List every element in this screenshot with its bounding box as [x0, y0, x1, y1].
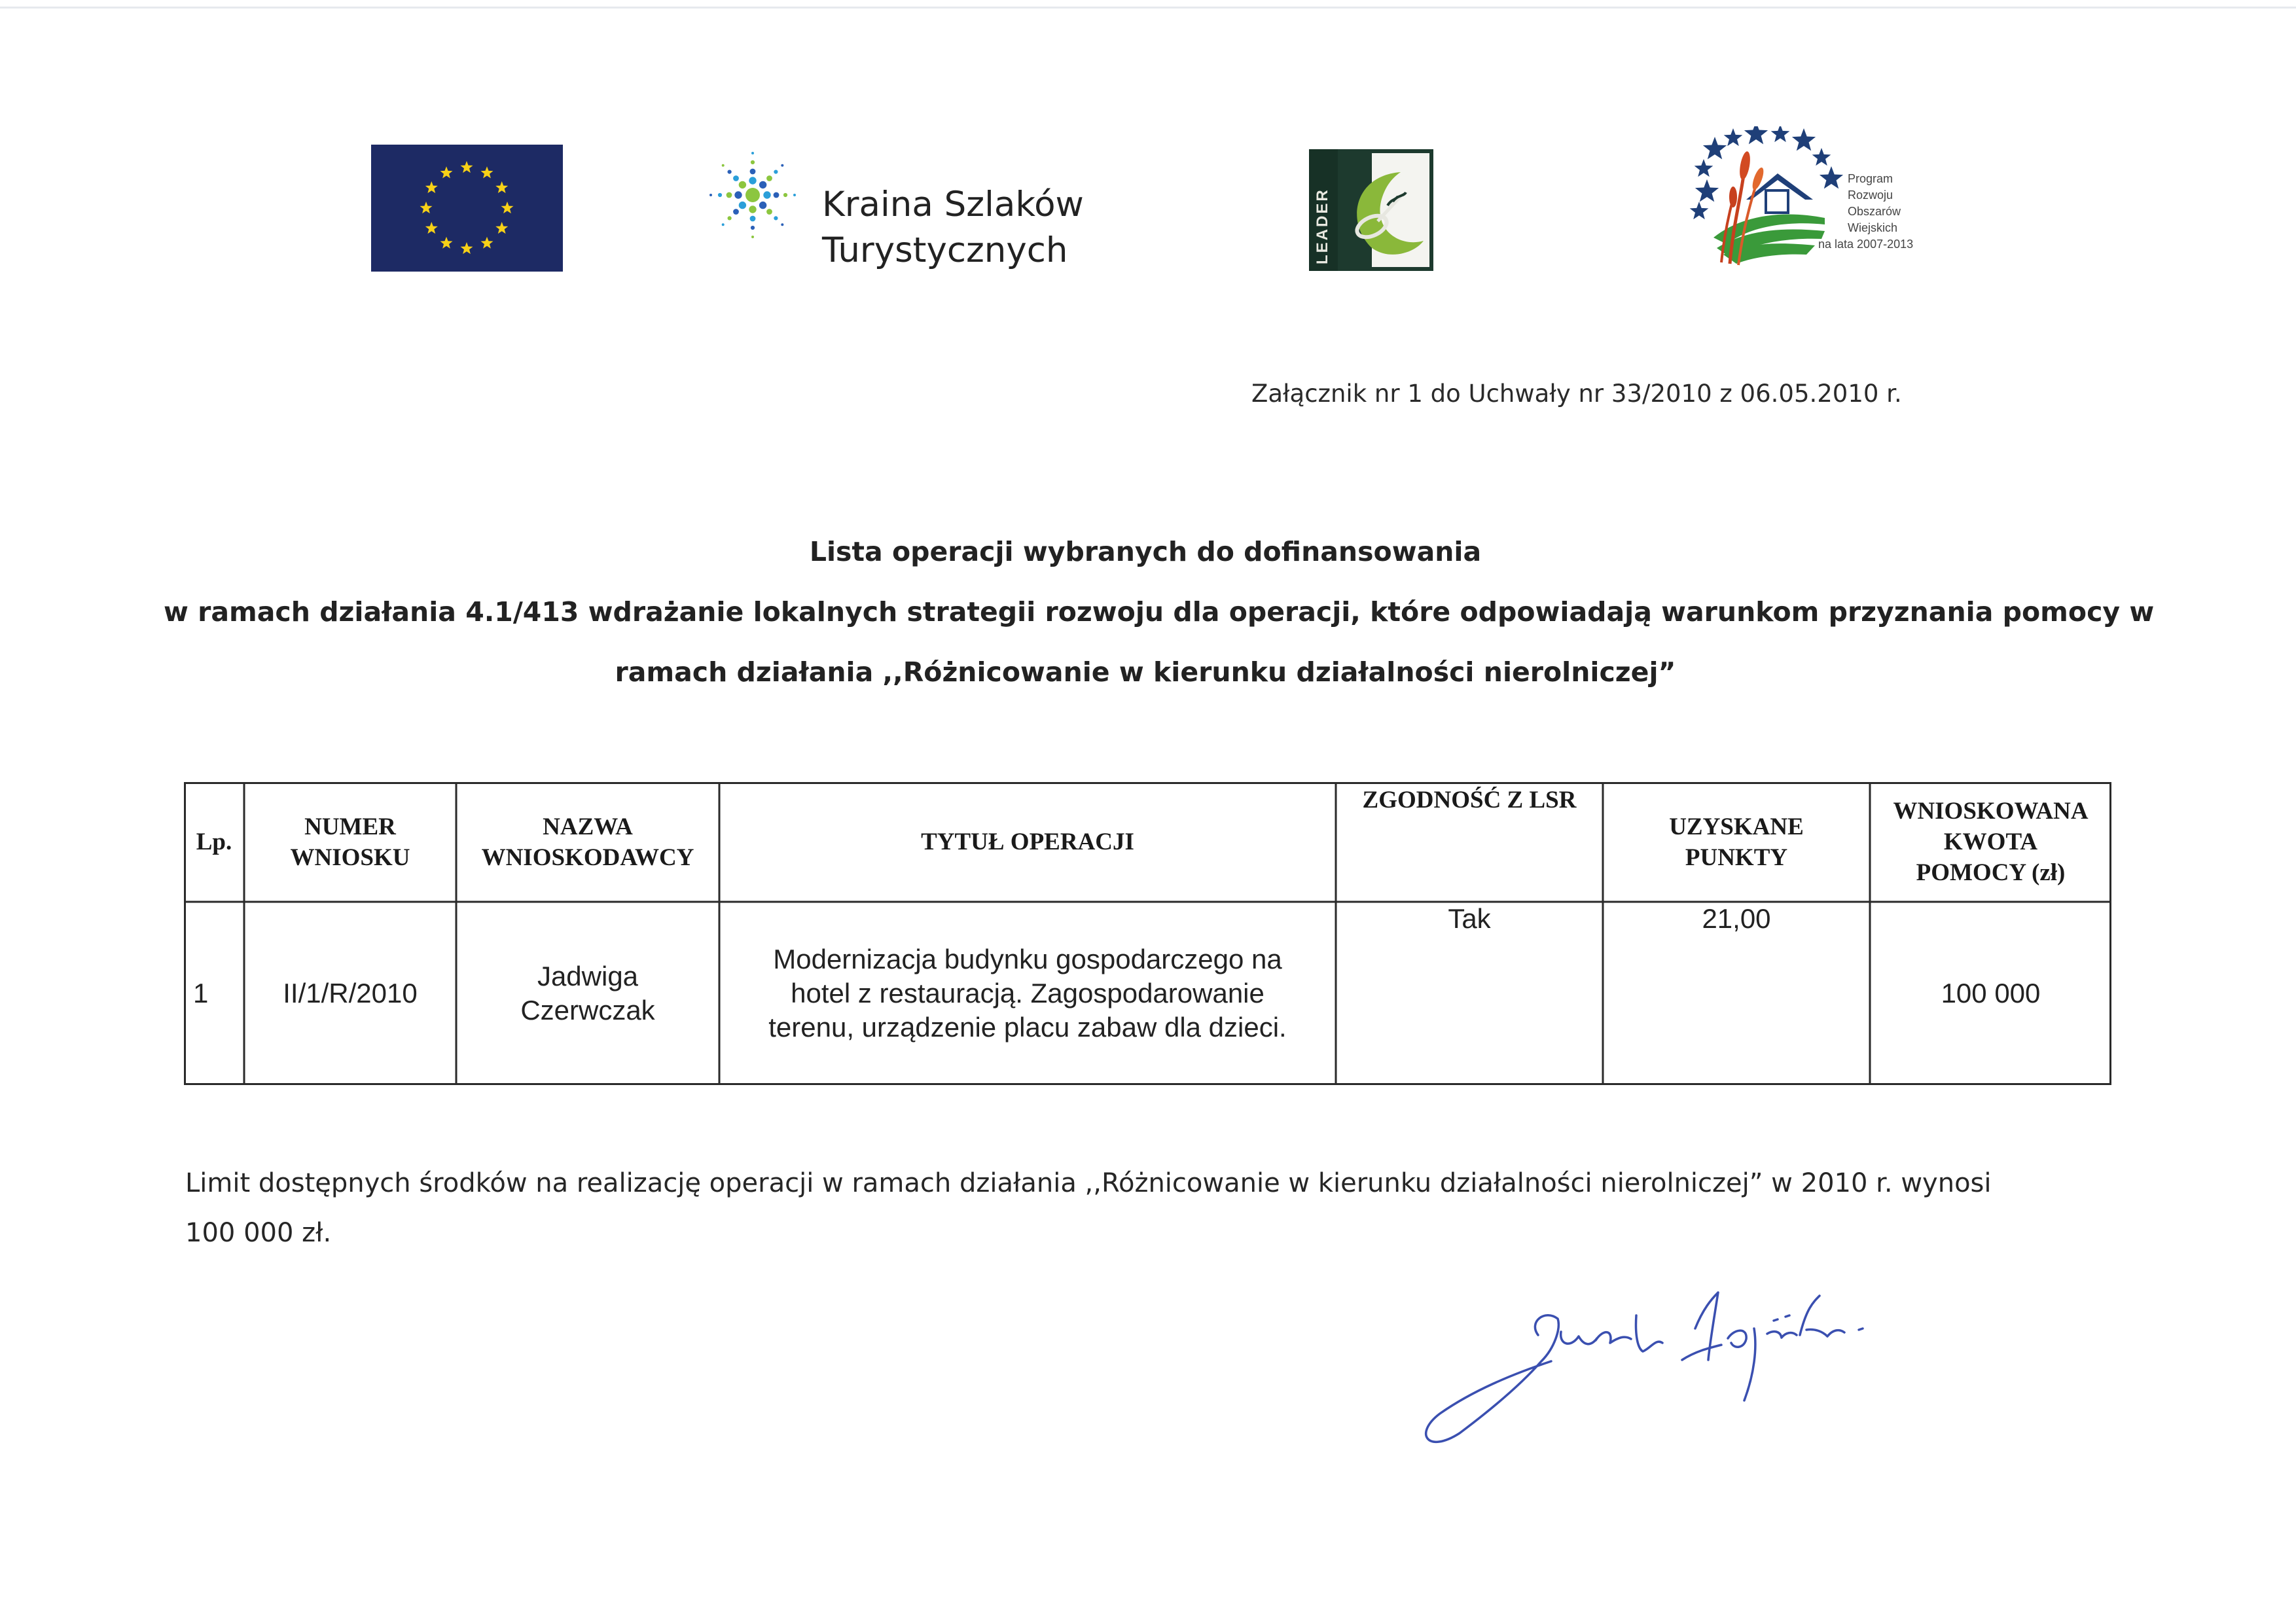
- document-title: [164, 532, 2155, 713]
- row-1-kwota-text: 100 000: [1941, 978, 2041, 1008]
- prow-line-3: Obszarów: [1848, 205, 1901, 218]
- header-tytul-operacji: [719, 782, 1336, 902]
- header-numer-line-1: NUMER: [304, 813, 396, 840]
- row-1-zgodnosc-text: Tak: [1448, 903, 1491, 934]
- header-numer-wniosku: [244, 782, 456, 902]
- title-line-3: ramach działania ,,Różnicowanie w kierunku działalności nierolniczej”: [615, 656, 1676, 688]
- row-1-wnioskodawca-line-2: Czerwczak: [520, 995, 655, 1026]
- page-top-edge: [0, 7, 2296, 9]
- eu-flag-logo: [371, 145, 563, 272]
- header-kwota-line-3: POMOCY (zł): [1916, 859, 2066, 886]
- table-row-1-wnioskodawca: [456, 902, 719, 1085]
- prow-line-2: Rozwoju: [1848, 188, 1893, 202]
- handwritten-signature: [1388, 1283, 1937, 1459]
- header-punkty-line-2: PUNKTY: [1685, 844, 1788, 871]
- handwritten-signature-icon: [1388, 1283, 1937, 1459]
- table-row-1-kwota: [1870, 902, 2111, 1085]
- limit-line-2: 100 000 zł.: [185, 1218, 332, 1248]
- kraina-line-2: Turystycznych: [822, 230, 1068, 270]
- row-1-punkty-text: 21,00: [1702, 903, 1771, 934]
- limit-line-1: Limit dostępnych środków na realizację operacji w ramach działania ,,Różnicowanie w kierunku działalności nierolniczej” w 2010 r. wynosi: [185, 1168, 1992, 1198]
- header-nazwa-line-1: NAZWA: [543, 813, 633, 840]
- header-nazwa-line-2: WNIOSKODAWCY: [481, 844, 694, 871]
- header-uzyskane-punkty: [1603, 782, 1870, 902]
- header-zgodnosc-text: ZGODNOŚĆ Z LSR: [1362, 787, 1577, 813]
- table-row-1-numer: [244, 902, 456, 1085]
- header-numer-line-2: WNIOSKU: [290, 844, 410, 871]
- kraina-szlakow-logo: [707, 149, 1086, 277]
- leader-vertical-label: LEADER: [1314, 188, 1331, 264]
- header-lp-text: Lp.: [196, 829, 232, 855]
- table-row-1-zgodnosc: [1336, 902, 1603, 1085]
- title-line-2: w ramach działania 4.1/413 wdrażanie lokalnych strategii rozwoju dla operacji, które odpowiadają warunkom przyznania pomocy w: [164, 596, 2155, 628]
- header-kwota-line-2: KWOTA: [1943, 829, 2038, 855]
- title-line-1: Lista operacji wybranych do dofinansowania: [809, 536, 1482, 567]
- leader-logo-icon: [1309, 149, 1433, 271]
- star-burst-logo-icon: [707, 149, 798, 241]
- kraina-logo-text: [822, 182, 1097, 274]
- prow-line-5: na lata 2007-2013: [1818, 238, 1914, 251]
- table-row-1-lp: [184, 902, 244, 1085]
- header-wnioskowana-kwota: [1870, 782, 2111, 902]
- prow-line-4: Wiejskich: [1848, 221, 1898, 234]
- header-punkty-line-1: UZYSKANE: [1669, 813, 1804, 840]
- header-lp: [184, 782, 244, 902]
- table-row-1-punkty: [1603, 902, 1870, 1085]
- header-tytul-text: TYTUŁ OPERACJI: [921, 829, 1134, 855]
- prow-line-1: Program: [1848, 172, 1893, 185]
- prow-logo-text: [1818, 171, 1979, 253]
- row-1-wnioskodawca-line-1: Jadwiga: [537, 961, 639, 991]
- prow-logo: [1668, 126, 1975, 274]
- attachment-reference: Załącznik nr 1 do Uchwały nr 33/2010 z 06.05.2010 r.: [1251, 380, 1902, 408]
- header-zgodnosc-z-lsr: [1336, 782, 1603, 902]
- row-1-tytul-line-2: hotel z restauracją. Zagospodarowanie: [791, 978, 1265, 1008]
- operations-table: [184, 782, 2111, 1085]
- row-1-numer-text: II/1/R/2010: [283, 978, 418, 1008]
- eu-flag-icon: [371, 145, 563, 272]
- row-1-tytul-line-1: Modernizacja budynku gospodarczego na: [773, 944, 1282, 974]
- leader-logo: [1309, 149, 1433, 271]
- header-nazwa-wnioskodawcy: [456, 782, 719, 902]
- kraina-line-1: Kraina Szlaków: [822, 185, 1084, 224]
- header-kwota-line-1: WNIOSKOWANA: [1893, 798, 2089, 825]
- funds-limit-statement: [185, 1158, 2149, 1258]
- row-1-lp-text: 1: [193, 978, 209, 1008]
- row-1-tytul-line-3: terenu, urządzenie placu zabaw dla dzieci.: [768, 1012, 1287, 1043]
- table-row-1-tytul: [719, 902, 1336, 1085]
